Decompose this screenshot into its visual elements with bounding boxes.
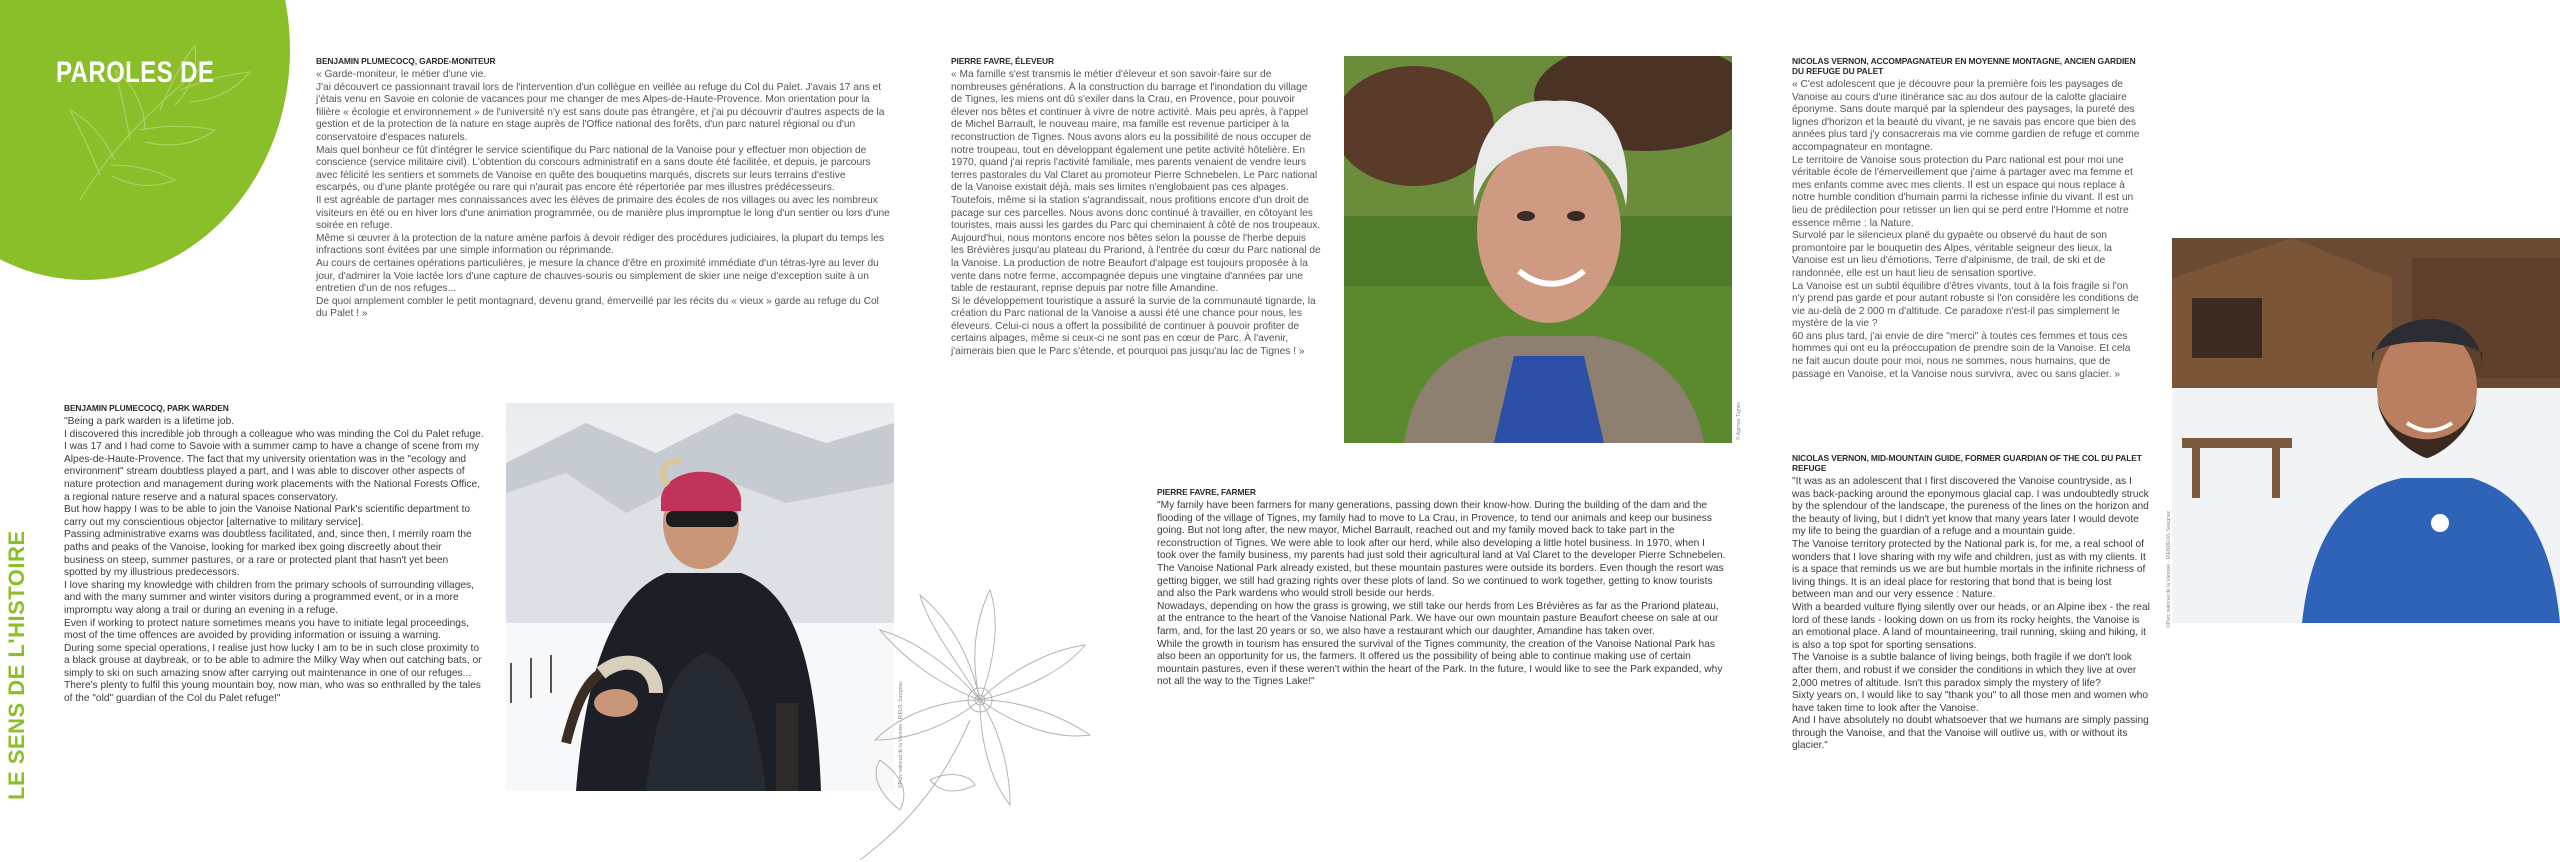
photo-credit: ©Parc national de la Vanoise - RIENDEU/L.Savignac: [2166, 510, 2172, 628]
testimony-heading: BENJAMIN PLUMECOCQ, PARK WARDEN: [64, 403, 229, 413]
photo-nicolas-vernon: [2172, 238, 2560, 623]
photo-credit: ©Parc national de la Vanoise - RIEU/L.Savignac: [898, 681, 904, 788]
testimony-plumecocq-en: [64, 403, 484, 706]
testimony-heading: PIERRE FAVRE, ÉLEVEUR: [951, 56, 1054, 66]
testimony-vernon-fr: [1792, 56, 2142, 381]
testimony-heading: NICOLAS VERNON, MID-MOUNTAIN GUIDE, FORMER GUARDIAN OF THE COL DU PALET REFUGE: [1792, 453, 2142, 473]
leaf-illustration: [20, 0, 270, 230]
testimony-text: « Ma famille s'est transmis le métier d'éleveur et son savoir-faire sur de nombreuses générations. À la construction du barrage et l'inondation du village de Tignes, les miens ont dû s'exiler dans la Crau, en Provence, pour pouvoir élever nos bêtes et continuer à vivre de notre activité. Mais peu après, à l'appel de Michel Barrault, le nouveau maire, ma famille est revenue participer à la reconstruction de Tignes. Nous avons alors eu la possibilité de nous occuper de notre troupeau, tout en développant également une petite activité hôtelière. En 1970, quand j'ai repris l'activité familiale, mes parents venaient de vendre leurs terres pastorales du Val Claret au promoteur Pierre Schnebelen. Le Parc national de la Vanoise existait déjà, mais ses limites n'englobaient pas ces alpages. Toutefois, même si la station s'agrandissait, nous profitions encore d'un droit de pacage sur ces parcelles. Nous avons donc continué à travailler, en côtoyant les touristes, mais aussi les gardes du Parc qui cheminaient à côté de nos troupeaux. Aujourd'hui, nous montons encore nos bêtes selon la pousse de l'herbe depuis les Brévières jusqu'au plateau du Prariond, à l'entrée du cœur du Parc national de la Vanoise. La production de notre Beaufort d'alpage est toujours proposée à la vente dans notre ferme, accompagnée depuis une vingtaine d'années par une table de restaurant, reprise depuis par notre fille Amandine. Si le développement touristique a assuré la survie de la communauté tignarde, la création du Parc national de la Vanoise a aussi été une chance pour nous, les éleveurs. Celui-ci nous a offert la possibilité de continuer à pouvoir profiter de certains alpages, même si ceux-ci ne sont pas en cœur de Parc. À l'avenir, j'aimerais bien que le Parc s'étende, et pourquoi pas jusqu'au lac de Tignes ! »: [951, 69, 1321, 358]
testimony-plumecocq-fr: [316, 56, 890, 321]
testimony-favre-fr: [951, 56, 1321, 359]
testimony-text: "My family have been farmers for many generations, passing down their know-how. During the building of the dam and the flooding of the village of Tignes, my family had to move to La Crau, in Provence, to tend our animals and keep our business going. But not long after, the new mayor, Michel Barrault, reached out and my family moved back to take part in the reconstruction of Tignes. We were able to look after our herd, while also developing a little hotel business. In 1970, when I took over the family business, my parents had just sold their agricultural land at Val Claret to the developer Pierre Schnebelen. The Vanoise National Park already existed, but these mountain pastures were outside its borders. Even though the resort was getting bigger, we still had grazing rights over these plots of land. So we continued to work together, getting to know tourists and also the Park wardens who would stroll beside our herds. Nowadays, depending on how the grass is growing, we still take our herds from Les Brévières as far as the Prariond plateau, at the entrance to the heart of the Vanoise National Park. We have our own mountain pasture Beaufort cheese on sale at our farm, and, for the last 20 years or so, we also have a restaurant which our daughter, Amandine has taken over. While the growth in tourism has ensured the survival of the Tignes community, the creation of the Vanoise National Park has also been an opportunity for us, the farmers. It offered us the possibility of being able to continue making use of certain mountain pastures, even if these weren't within the heart of the Park. In the future, I would like to see the Park expanded, why not all the way to the Tignes Lake!": [1157, 500, 1726, 688]
testimony-text: « Garde-moniteur, le métier d'une vie. J'ai découvert ce passionnant travail lors de l'intervention d'un collègue en veillée au refuge du Col du Palet. J'avais 17 ans et j'étais venu en Savoie en colonie de vacances pour me changer de mes Alpes-de-Haute-Provence. Mon orientation pour la filière « écologie et environnement » de l'université n'y est sans doute pas étrangère, et j'ai pu découvrir d'autres aspects de la gestion et de la protection de la nature en stage auprès de l'Office national des forêts, d'un parc naturel régional ou d'un conservatoire d'espaces naturels. Mais quel bonheur ce fût d'intégrer le service scientifique du Parc national de la Vanoise pour y effectuer mon objection de conscience (service militaire civil). L'obtention du concours administratif en a sans doute été facilitée, et depuis, je parcours avec félicité les sentiers et sommets de Vanoise en quête des bouquetins marqués, discrets sur leurs terrains d'estive escarpés, ou d'une plante protégée ou rare qui n'aurait pas encore été répertoriée par mes illustres prédécesseurs. Il est agréable de partager mes connaissances avec les élèves de primaire des écoles de nos villages ou avec les nombreux visiteurs en été ou en hiver lors d'une animation programmée, ou de manière plus impromptue le long d'un sentier ou lors d'une soirée en refuge. Même si œuvrer à la protection de la nature amène parfois à devoir rédiger des procédures judiciaires, la plupart du temps les infractions sont évitées par une simple information ou réprimande. Au cours de certaines opérations particulières, je mesure la chance d'être en proximité immédiate d'un tétras-lyre au lever du jour, d'admirer la Voie lactée lors d'une capture de chauves-souris ou simplement de skier une neige d'exception suite à un entretien d'un de nos refuges... De quoi amplement combler le petit montagnard, devenu grand, émerveillé par les récits du « vieux » garde au refuge du Col du Palet ! »: [316, 69, 890, 320]
testimony-heading: PIERRE FAVRE, FARMER: [1157, 487, 1256, 497]
photo-benjamin-plumecocq: [506, 403, 894, 791]
testimony-heading: NICOLAS VERNON, ACCOMPAGNATEUR EN MOYENNE MONTAGNE, ANCIEN GARDIEN DU REFUGE DU PALET: [1792, 56, 2136, 76]
photo-credit: © Agence Tignes: [1736, 402, 1742, 440]
testimony-heading: BENJAMIN PLUMECOCQ, GARDE-MONITEUR: [316, 56, 496, 66]
testimony-text: "Being a park warden is a lifetime job. I discovered this incredible job through a colleague who was minding the Col du Palet refuge. I was 17 and I had come to Savoie with a summer camp to have a change of scene from my Alpes-de-Haute-Provence. The fact that my university orientation was in the "ecology and environment" stream doubtless played a part, and I was able to discover other aspects of nature protection and management during work placements with the National Forests Office, a regional nature reserve and a natural spaces conservatory. But how happy I was to be able to join the Vanoise National Park's scientific department to carry out my conscientious objector [alternative to military service]. Passing administrative exams was doubtless facilitated, and, since then, I merrily roam the paths and peaks of the Vanoise, looking for marked ibex going discreetly about their business on steep, summer pastures, or a rare or protected plant that hasn't yet been spotted by my illustrious predecessors. I love sharing my knowledge with children from the primary schools of surrounding villages, and with the many summer and winter visitors during a programmed event, or in a more impromptu way along a trail or during an evening in a refuge. Even if working to protect nature sometimes means you have to initiate legal proceedings, most of the time offences are avoided by providing information or issuing a warning. During some special operations, I realise just how lucky I am to be in such close proximity to a black grouse at daybreak, or to be able to admire the Milky Way when out catching bats, or simply to ski on such amazing snow after carrying out maintenance in one of our refuges... There's plenty to fulfil this young mountain boy, now man, who was so enthralled by the tales of the "old" guardian of the Col du Palet refuge!": [64, 416, 484, 705]
flower-illustration: [860, 570, 1100, 862]
testimony-vernon-en: [1792, 453, 2152, 753]
page-title: PAROLES DE: [56, 56, 215, 89]
testimony-text: « C'est adolescent que je découvre pour la première fois les paysages de Vanoise au cours d'une itinérance sac au dos autour de la calotte glaciaire éponyme. Sans doute marqué par la splendeur des paysages, la pureté des lignes d'horizon et la beauté du vivant, je ne savais pas encore que bien des années plus tard j'y consacrerais ma vie comme gardien de refuge et comme accompagnateur en montagne. Le territoire de Vanoise sous protection du Parc national est pour moi une véritable école de l'émerveillement que j'aime à partager avec ma femme et mes enfants comme avec mes clients. Il est un espace qui nous replace à notre humble condition d'humain parmi la richesse infinie du vivant. Il est un lieu de prédilection pour retisser un lien qui se perd entre l'Homme et notre essence même : la Nature. Survolé par le silencieux planë du gypaète ou observé du haut de son promontoire par le bouquetin des Alpes, véritable seigneur des lieux, la Vanoise est un lieu d'émotions. Terre d'alpinisme, de trail, de ski et de randonnée, elle est un haut lieu de sensation sportive. La Vanoise est un subtil équilibre d'êtres vivants, tout à la fois fragile si l'on n'y prend pas garde et pour autant robuste si l'on considère les conditions de vie au-delà de 2 000 m d'altitude. Ce paradoxe n'est-il pas simplement le mystère de la vie ? 60 ans plus tard, j'ai envie de dire "merci" à toutes ces femmes et tous ces hommes qui ont eu la préoccupation de prendre soin de la Vanoise. Et cela ne fait aucun doute pour moi, nous ne sommes, nous humains, que de passage en Vanoise, et la Vanoise nous survivra, avec ou sans glacier. »: [1792, 79, 2140, 380]
testimony-favre-en: [1157, 487, 1727, 689]
vertical-section-title: LE SENS DE L'HISTOIRE: [4, 530, 29, 800]
testimony-text: "It was as an adolescent that I first discovered the Vanoise countryside, as I was back-packing around the eponymous glacial cap. I was undoubtedly struck by the splendour of the landscape, the pureness of the lines on the horizon and the beauty of living, but I didn't yet know that many years later I would devote my life to being the guardian of a refuge and a mountain guide. The Vanoise territory protected by the National park is, for me, a real school of wonders that I love sharing with my wife and children, just as with my clients. It is a space that reminds us we are but humble mortals in the infinite richness of living things. It is an ideal place for restoring that bond that is being lost between man and our very essence : Nature. With a bearded vulture flying silently over our heads, or an Alpine ibex - the real lord of these lands - looking down on us from its rocky heights, the Vanoise is an emotional place. A land of mountaineering, trail running, skiing and hiking, it is also a top spot for sporting sensations. The Vanoise is a subtle balance of living beings, both fragile if we don't look after them, and robust if we consider the conditions in which they live at over 2,000 metres of altitude. Isn't this paradox simply the mystery of life? Sixty years on, I would like to say "thank you" to all those men and women who have taken time to look after the Vanoise. And I have absolutely no doubt whatsoever that we humans are simply passing through the Vanoise, and that the Vanoise will outlive us, with or without its glacier.": [1792, 476, 2150, 752]
photo-pierre-favre: [1344, 56, 1732, 443]
